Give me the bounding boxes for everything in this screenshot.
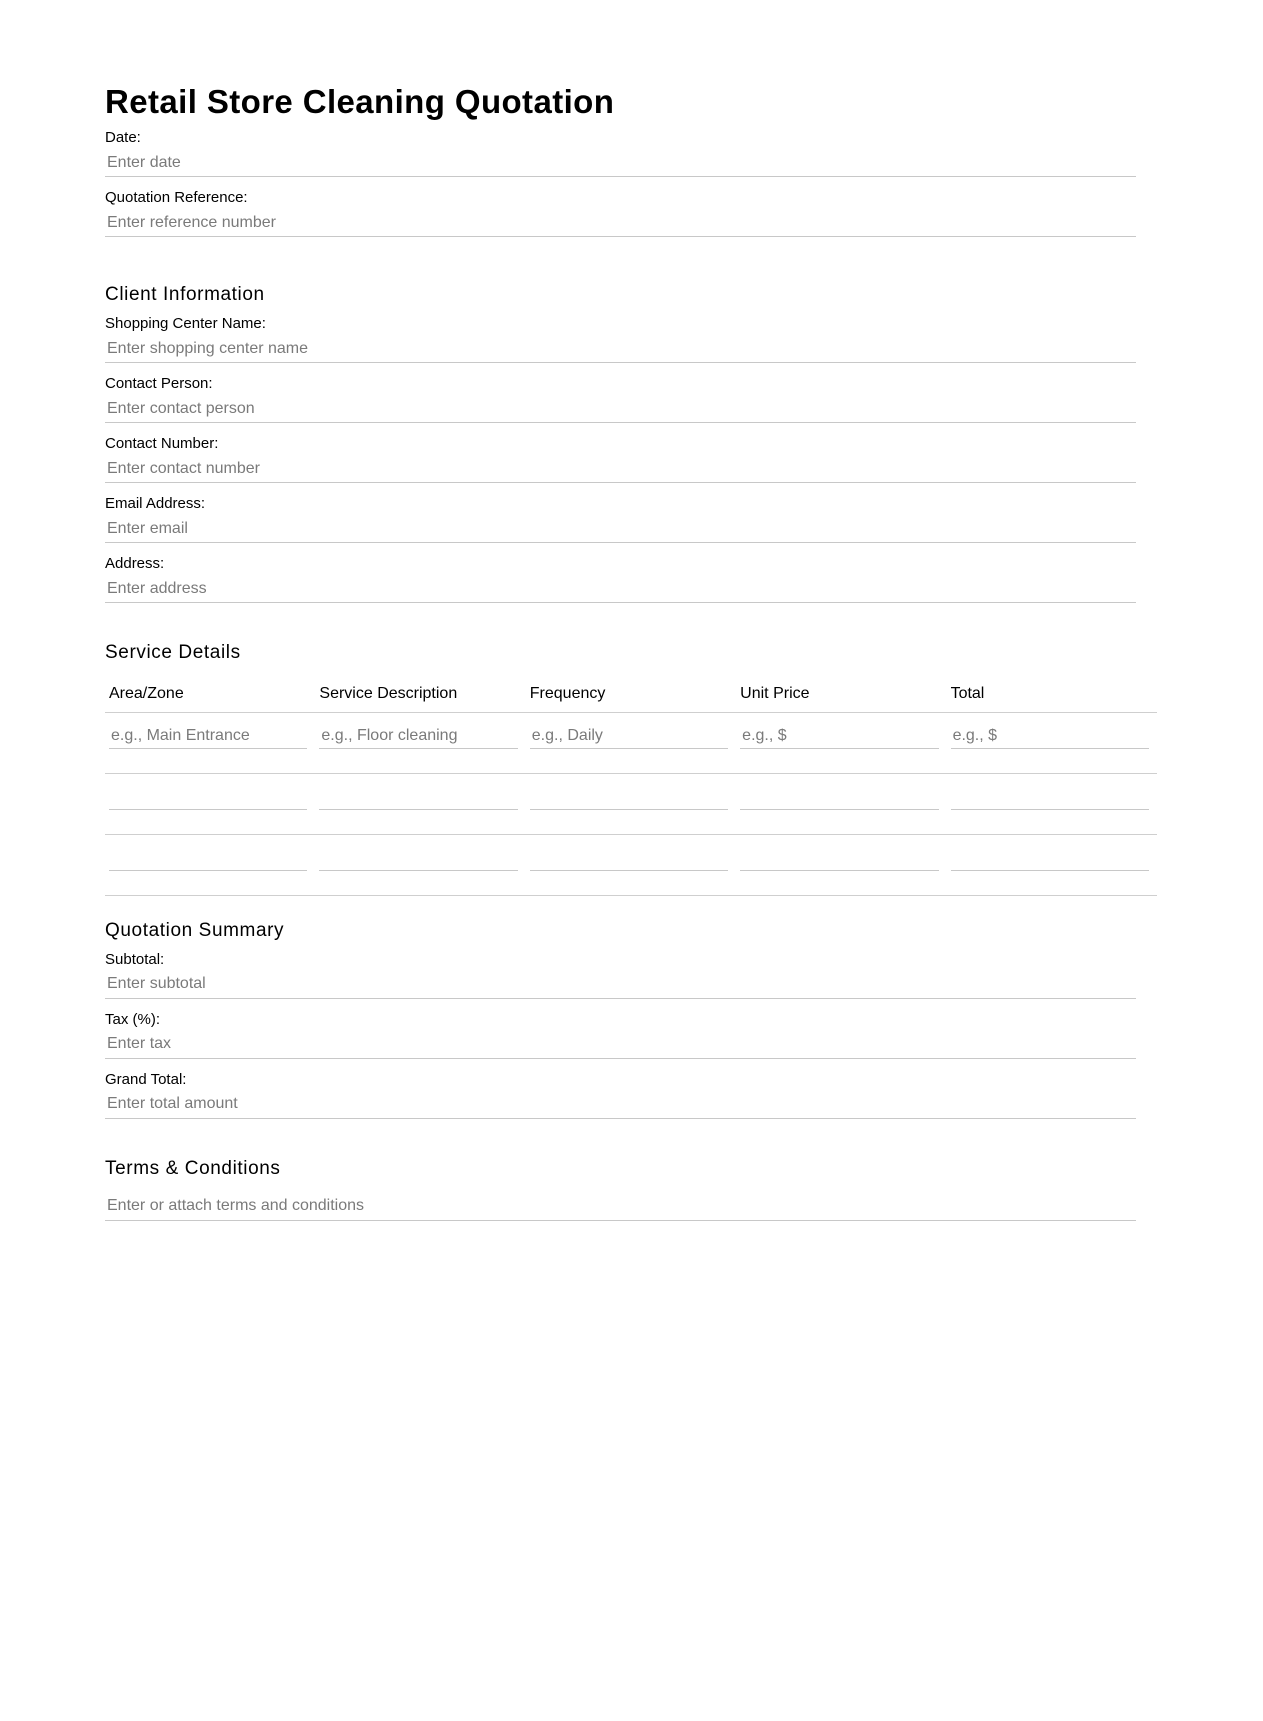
tax-input[interactable] [105,1029,1136,1059]
terms-field-group [105,1191,1136,1221]
contact-number-input[interactable] [105,453,1136,483]
unit-price-input[interactable] [740,774,938,810]
email-label: Email Address: [105,495,206,512]
table-row [105,834,1157,895]
table-cell [736,834,946,895]
total-input[interactable] [951,774,1149,810]
contact-person-input[interactable] [105,393,1136,423]
terms-section-title: Terms & Conditions [105,1157,281,1179]
shopping-center-label: Shopping Center Name: [105,315,266,332]
area-input[interactable] [109,713,307,749]
page-title: Retail Store Cleaning Quotation [105,83,615,120]
area-input[interactable] [109,774,307,810]
terms-input[interactable] [105,1191,1136,1221]
frequency-input[interactable] [530,835,728,871]
table-cell [315,834,525,895]
contact-person-field-group [105,375,1136,423]
table-cell [947,712,1157,773]
table-cell [105,773,315,834]
table-cell [315,712,525,773]
address-input[interactable] [105,573,1136,603]
subtotal-field-group [105,951,1136,999]
table-cell [947,773,1157,834]
reference-field-group [105,189,1136,237]
table-cell [526,834,736,895]
shopping-center-input[interactable] [105,333,1136,363]
frequency-input[interactable] [530,774,728,810]
column-header-unit-price: Unit Price [736,676,946,712]
date-input[interactable] [105,147,1136,177]
table-cell [105,712,315,773]
unit-price-input[interactable] [740,713,938,749]
client-section-title: Client Information [105,284,265,305]
grand-total-field-group [105,1071,1136,1119]
table-header-row [105,676,1157,712]
contact-number-label: Contact Number: [105,435,219,452]
unit-price-input[interactable] [740,835,938,871]
address-field-group [105,555,1136,603]
grand-total-input[interactable] [105,1089,1136,1119]
shopping-center-field-group [105,315,1136,363]
service-details-table [105,676,1157,896]
address-label: Address: [105,555,165,572]
tax-field-group [105,1011,1136,1059]
contact-person-label: Contact Person: [105,375,213,392]
column-header-description: Service Description [315,676,525,712]
email-field-group [105,495,1136,543]
table-cell [947,834,1157,895]
reference-label: Quotation Reference: [105,189,248,206]
total-input[interactable] [951,835,1149,871]
email-field[interactable] [105,513,1136,543]
table-cell [315,773,525,834]
table-row [105,773,1157,834]
table-cell [736,712,946,773]
contact-number-field-group [105,435,1136,483]
summary-section-title: Quotation Summary [105,919,285,941]
subtotal-input[interactable] [105,969,1136,999]
date-label: Date: [105,129,141,146]
column-header-total: Total [947,676,1157,712]
quotation-form [105,84,1157,1221]
description-input[interactable] [319,774,517,810]
description-input[interactable] [319,713,517,749]
description-input[interactable] [319,835,517,871]
area-input[interactable] [109,835,307,871]
total-input[interactable] [951,713,1149,749]
table-cell [526,773,736,834]
table-cell [736,773,946,834]
services-section-title: Service Details [105,642,241,663]
grand-total-label: Grand Total: [105,1070,187,1088]
date-field-group [105,129,1136,177]
reference-input[interactable] [105,207,1136,237]
frequency-input[interactable] [530,713,728,749]
column-header-frequency: Frequency [526,676,736,712]
tax-label: Tax (%): [105,1010,161,1028]
table-cell [526,712,736,773]
table-cell [105,834,315,895]
table-row [105,712,1157,773]
column-header-area: Area/Zone [105,676,315,712]
subtotal-label: Subtotal: [105,950,165,968]
